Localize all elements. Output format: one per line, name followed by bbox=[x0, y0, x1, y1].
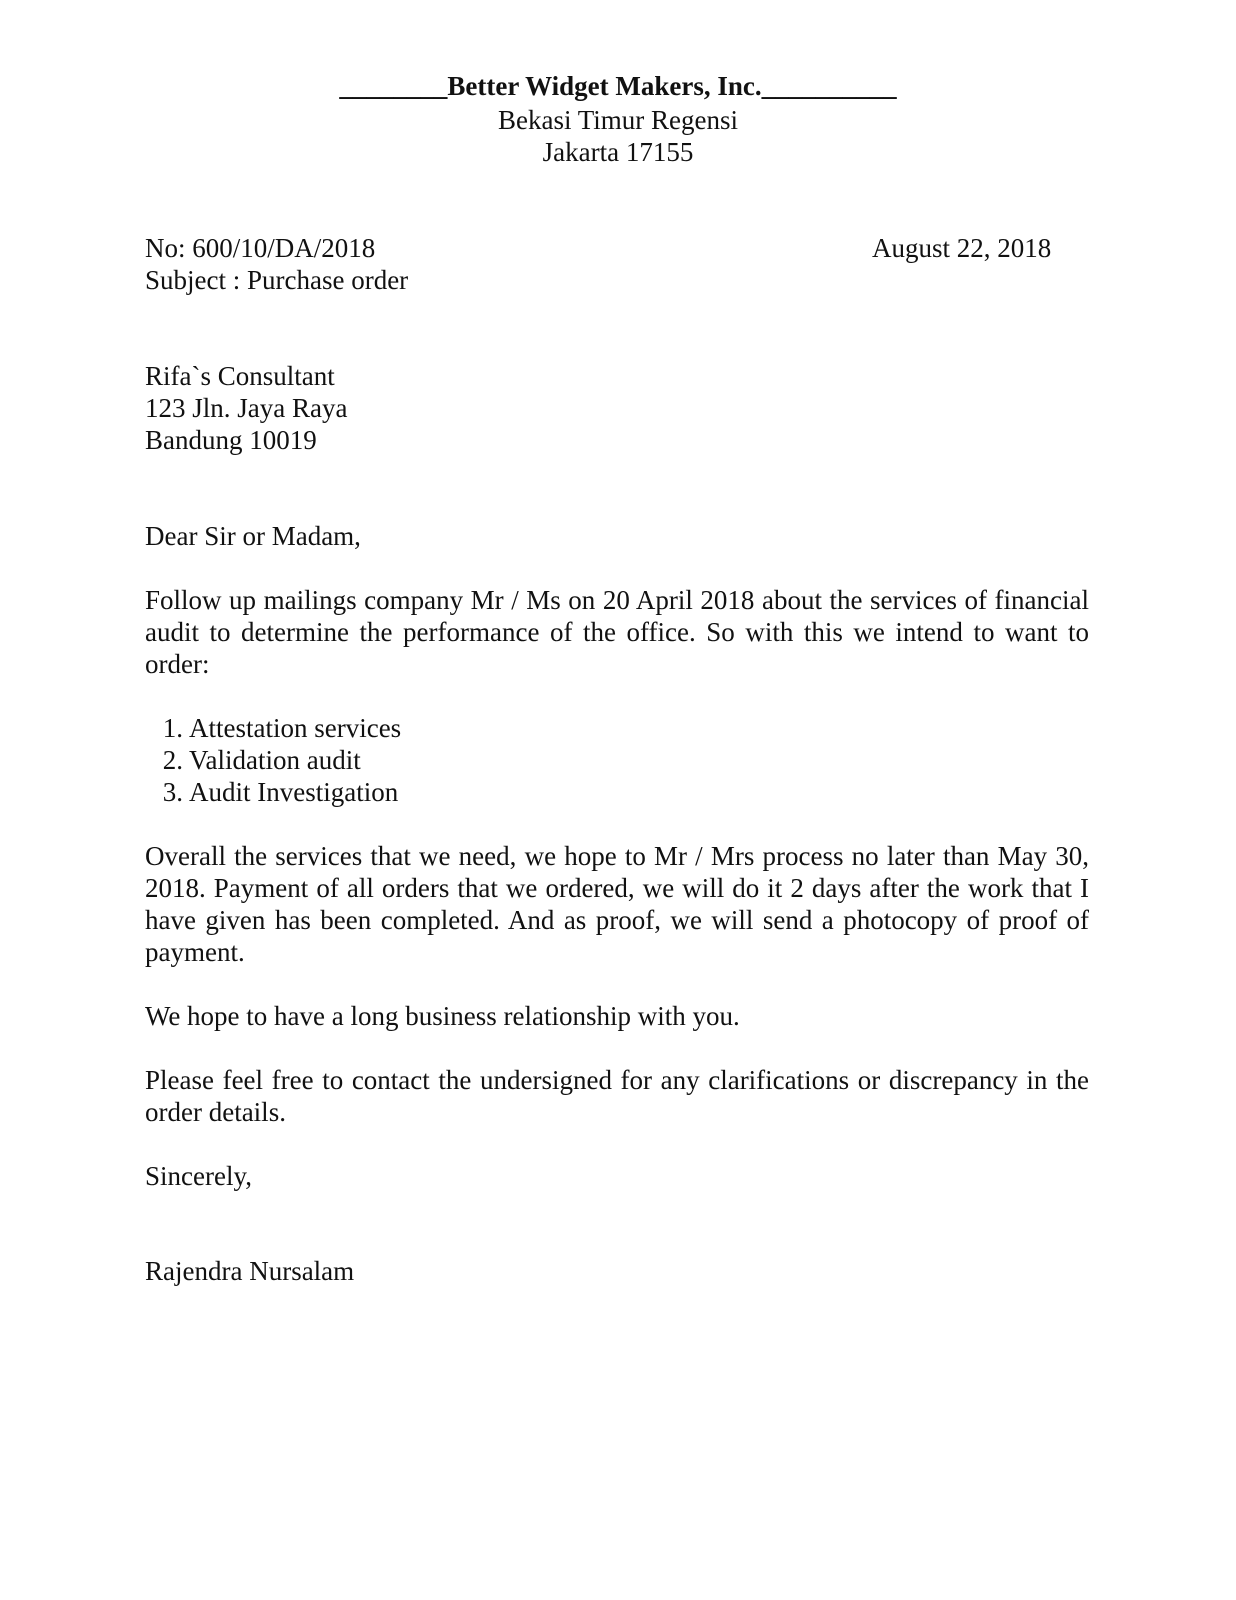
recipient-street: 123 Jln. Jaya Raya bbox=[145, 393, 348, 423]
paragraph-contact: Please feel free to contact the undersigned for any clarifications or discrepancy in the order details. bbox=[145, 1065, 1089, 1127]
list-item-number: 1. bbox=[162, 713, 183, 743]
recipient-name: Rifa`s Consultant bbox=[145, 361, 335, 391]
order-list bbox=[145, 712, 401, 808]
company-address-line2: Jakarta 17155 bbox=[542, 137, 694, 167]
company-address-line1: Bekasi Timur Regensi bbox=[497, 105, 739, 135]
closing: Sincerely, bbox=[145, 1161, 252, 1191]
signer-name: Rajendra Nursalam bbox=[145, 1256, 355, 1286]
paragraph-payment: Overall the services that we need, we hope to Mr / Mrs process no later than May 30, 2018. Payment of all orders that we ordered, we will do it 2 days after the work that I have given has been completed. And as proof, we will send a photocopy of proof of payment. bbox=[145, 841, 1089, 967]
list-item-number: 3. bbox=[162, 777, 183, 807]
company-name: ________Better Widget Makers, Inc.__________ bbox=[339, 71, 897, 101]
list-item bbox=[145, 744, 401, 776]
paragraph-relationship: We hope to have a long business relationship with you. bbox=[145, 1001, 740, 1031]
recipient-address bbox=[145, 360, 347, 456]
paragraph-intro: Follow up mailings company Mr / Ms on 20 April 2018 about the services of financial audit to determine the performance of the office. So with this we intend to want to order: bbox=[145, 585, 1089, 679]
list-item bbox=[145, 776, 401, 808]
salutation: Dear Sir or Madam, bbox=[145, 521, 361, 551]
list-item bbox=[145, 712, 401, 744]
letter-subject: Subject : Purchase order bbox=[145, 265, 409, 295]
list-item-text: Audit Investigation bbox=[189, 777, 399, 807]
letter-date: August 22, 2018 bbox=[872, 233, 1052, 263]
list-item-number: 2. bbox=[162, 745, 183, 775]
reference-number: No: 600/10/DA/2018 bbox=[145, 233, 376, 263]
list-item-text: Validation audit bbox=[189, 745, 361, 775]
recipient-city: Bandung 10019 bbox=[145, 425, 317, 455]
list-item-text: Attestation services bbox=[189, 713, 402, 743]
